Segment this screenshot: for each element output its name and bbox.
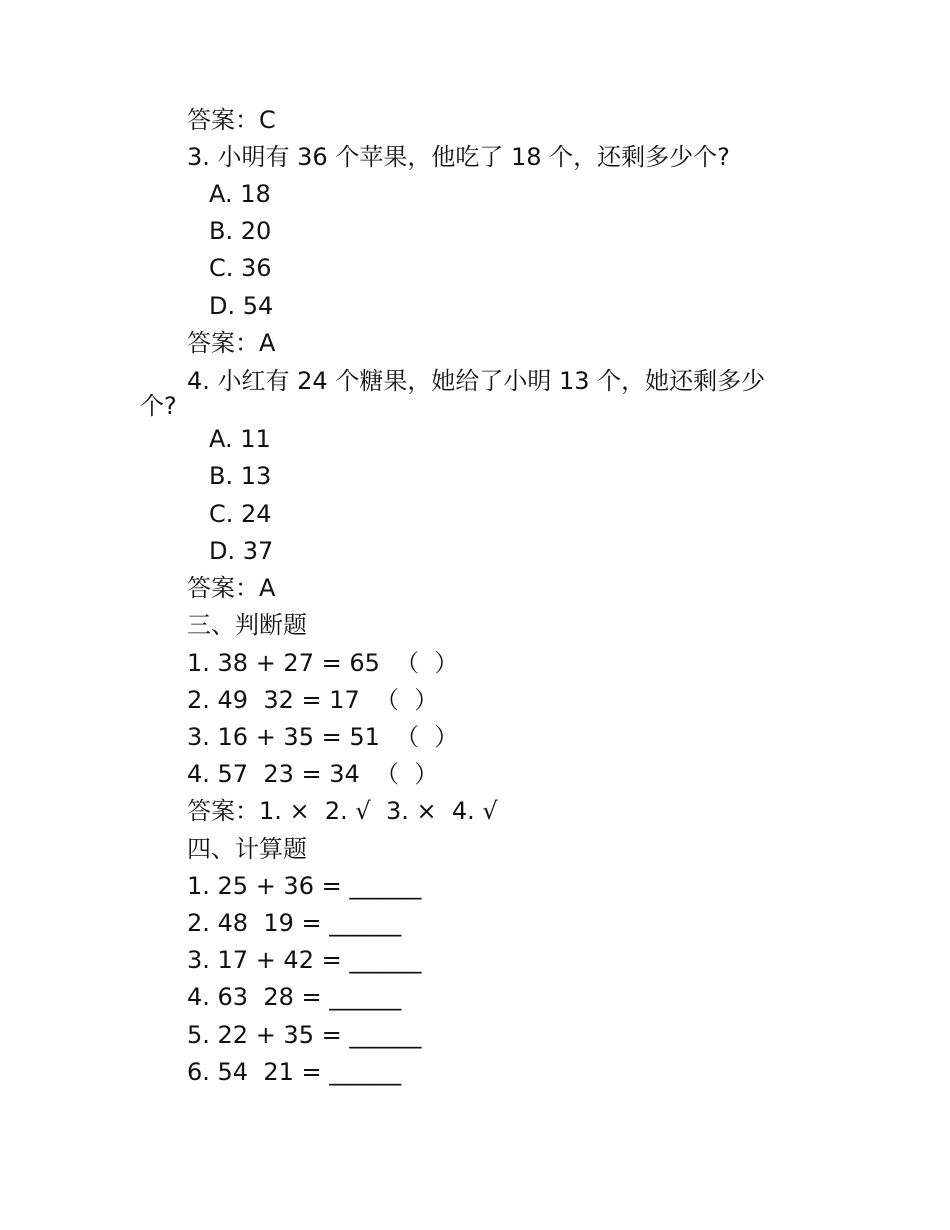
answer-q2: 答案：C: [187, 106, 276, 134]
calc-1: 1. 25 + 36 = ______: [187, 872, 422, 900]
calc-3: 3. 17 + 42 = ______: [187, 946, 422, 974]
q4-option-c: C. 24: [209, 500, 272, 528]
q3-option-c: C. 36: [209, 254, 272, 282]
section-3-title: 三、判断题: [187, 611, 307, 639]
answer-q3: 答案：A: [187, 329, 276, 357]
true-false-1: 1. 38 + 27 = 65 （ ）: [187, 649, 459, 677]
calc-5: 5. 22 + 35 = ______: [187, 1021, 422, 1049]
answer-true-false: 答案：1. × 2. √ 3. × 4. √: [187, 797, 498, 825]
q4-option-b: B. 13: [209, 462, 272, 490]
q4-option-a: A. 11: [209, 425, 271, 453]
question-4: 4. 小红有 24 个糖果，她给了小明 13 个，她还剩多少个?: [140, 367, 766, 420]
q3-option-d: D. 54: [209, 292, 274, 320]
true-false-4: 4. 57 23 = 34 （ ）: [187, 760, 439, 788]
section-4-title: 四、计算题: [187, 835, 307, 863]
calc-4: 4. 63 28 = ______: [187, 983, 402, 1011]
q3-option-a: A. 18: [209, 180, 271, 208]
true-false-3: 3. 16 + 35 = 51 （ ）: [187, 723, 459, 751]
true-false-2: 2. 49 32 = 17 （ ）: [187, 686, 439, 714]
calc-6: 6. 54 21 = ______: [187, 1058, 402, 1086]
q4-option-d: D. 37: [209, 537, 274, 565]
calc-2: 2. 48 19 = ______: [187, 909, 402, 937]
q3-option-b: B. 20: [209, 217, 272, 245]
question-3: 3. 小明有 36 个苹果，他吃了 18 个，还剩多少个?: [187, 143, 730, 171]
answer-q4: 答案：A: [187, 574, 276, 602]
